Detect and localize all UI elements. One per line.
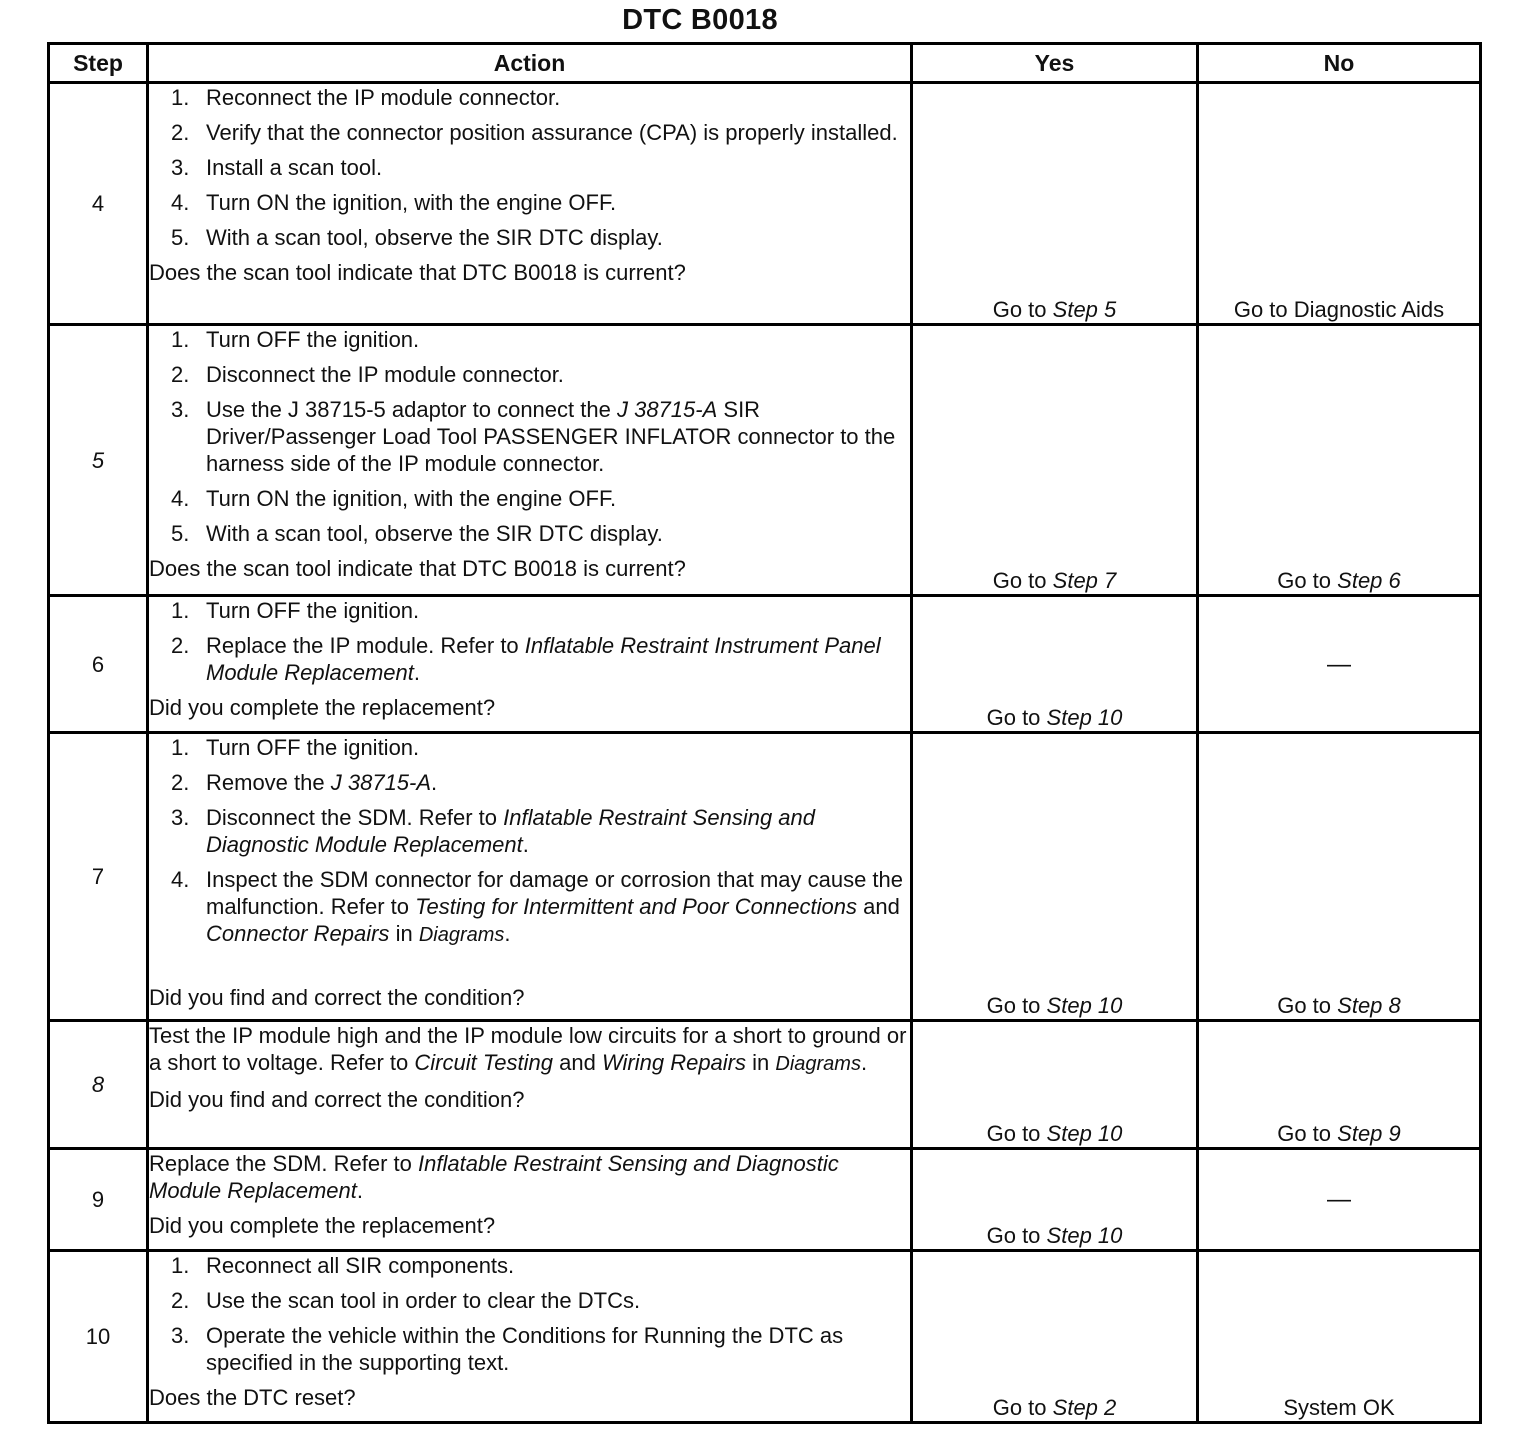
no-result: System OK	[1198, 1251, 1481, 1423]
diagnostic-table	[47, 42, 1482, 1424]
yes-result: Go to Step 7	[912, 325, 1198, 596]
step-number: 10	[49, 1251, 148, 1423]
action-cell	[148, 325, 912, 596]
action-text: Replace the SDM. Refer to Inflatable Restraint Sensing and Diagnostic Module Replacement.	[149, 1151, 839, 1203]
yes-result: Go to Step 10	[912, 1021, 1198, 1149]
list-item: 3. Install a scan tool.	[171, 155, 383, 180]
header-action: Action	[148, 44, 912, 83]
list-item: 3. Operate the vehicle within the Conditions for Running the DTC as specified in the supporting text.	[171, 1323, 844, 1375]
list-item: 2. Verify that the connector position assurance (CPA) is properly installed.	[171, 120, 898, 145]
yes-result: Go to Step 2	[912, 1251, 1198, 1423]
yes-result: Go to Step 10	[912, 733, 1198, 1021]
question-text: Does the scan tool indicate that DTC B0018 is current?	[149, 260, 686, 285]
list-item: 1. Turn OFF the ignition.	[171, 327, 420, 352]
table-row	[49, 1021, 1481, 1149]
list-item: 4. Turn ON the ignition, with the engine OFF.	[171, 486, 617, 511]
action-list	[149, 326, 910, 547]
action-list	[149, 597, 910, 686]
list-item: 3. Disconnect the SDM. Refer to Inflatable Restraint Sensing and Diagnostic Module Replacement.	[171, 805, 816, 857]
question-text: Did you complete the replacement?	[149, 1213, 496, 1238]
action-list	[149, 734, 910, 949]
action-cell	[148, 1149, 912, 1251]
step-number: 9	[49, 1149, 148, 1251]
list-item: 2. Replace the IP module. Refer to Inflatable Restraint Instrument Panel Module Replacement.	[171, 633, 881, 685]
table-row	[49, 83, 1481, 325]
list-item: 1. Turn OFF the ignition.	[171, 735, 420, 760]
question-text: Did you find and correct the condition?	[149, 1087, 525, 1112]
no-result: Go to Step 8	[1198, 733, 1481, 1021]
table-row	[49, 325, 1481, 596]
list-item: 1. Turn OFF the ignition.	[171, 598, 420, 623]
yes-result: Go to Step 10	[912, 1149, 1198, 1251]
header-no: No	[1198, 44, 1481, 83]
action-cell	[148, 733, 912, 1021]
step-number: 4	[49, 83, 148, 325]
list-item: 2. Disconnect the IP module connector.	[171, 362, 564, 387]
no-result: Go to Diagnostic Aids	[1198, 83, 1481, 325]
action-cell	[148, 83, 912, 325]
list-item: 5. With a scan tool, observe the SIR DTC display.	[171, 225, 663, 250]
action-text: Test the IP module high and the IP module low circuits for a short to ground or a short to voltage. Refer to Circuit Testing and Wiring Repairs in Diagrams.	[149, 1023, 907, 1075]
action-list	[149, 1252, 910, 1376]
action-cell	[148, 596, 912, 733]
step-number: 8	[49, 1021, 148, 1149]
header-yes: Yes	[912, 44, 1198, 83]
yes-result: Go to Step 5	[912, 83, 1198, 325]
yes-result: Go to Step 10	[912, 596, 1198, 733]
question-text: Did you complete the replacement?	[149, 695, 496, 720]
no-result: —	[1198, 596, 1481, 733]
page-title: DTC B0018	[622, 4, 778, 36]
list-item: 5. With a scan tool, observe the SIR DTC display.	[171, 521, 663, 546]
question-text: Did you find and correct the condition?	[149, 985, 525, 1010]
question-text: Does the DTC reset?	[149, 1385, 356, 1410]
table-row	[49, 596, 1481, 733]
no-result: Go to Step 9	[1198, 1021, 1481, 1149]
table-row	[49, 733, 1481, 1021]
list-item: 2. Remove the J 38715-A.	[171, 770, 438, 795]
list-item: 4. Inspect the SDM connector for damage or corrosion that may cause the malfunction. Refer to Testing for Intermittent and Poor Connections and Connector Repairs in Diagrams.	[171, 867, 904, 946]
list-item: 2. Use the scan tool in order to clear the DTCs.	[171, 1288, 641, 1313]
list-item: 1. Reconnect the IP module connector.	[171, 85, 561, 110]
list-item: 1. Reconnect all SIR components.	[171, 1253, 515, 1278]
table-row	[49, 1251, 1481, 1423]
action-list	[149, 84, 910, 251]
step-number: 5	[49, 325, 148, 596]
no-result: Go to Step 6	[1198, 325, 1481, 596]
question-text: Does the scan tool indicate that DTC B0018 is current?	[149, 556, 686, 581]
list-item: 3. Use the J 38715-5 adaptor to connect the J 38715-A SIR Driver/Passenger Load Tool PASSENGER INFLATOR connector to the harness side of the IP module connector.	[171, 397, 896, 476]
action-cell	[148, 1251, 912, 1423]
step-number: 6	[49, 596, 148, 733]
table-row	[49, 1149, 1481, 1251]
list-item: 4. Turn ON the ignition, with the engine OFF.	[171, 190, 617, 215]
header-step: Step	[49, 44, 148, 83]
step-number: 7	[49, 733, 148, 1021]
no-result: —	[1198, 1149, 1481, 1251]
table-header-row	[49, 44, 1481, 83]
action-cell	[148, 1021, 912, 1149]
